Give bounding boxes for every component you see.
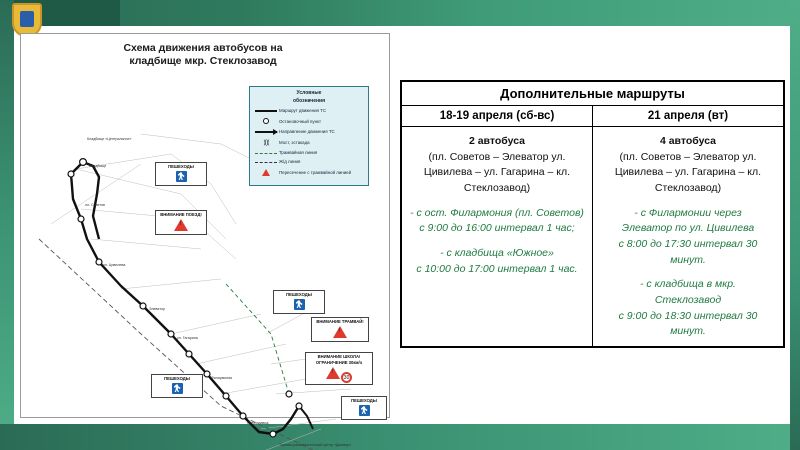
column-header-18-19-april: 18-19 апреля (сб-вс) <box>402 106 593 127</box>
sign-pedestrians-3 <box>151 374 203 398</box>
table-title-row <box>402 82 784 106</box>
legend-item-tram-crossing <box>253 169 365 180</box>
sign-warning-tram <box>311 317 369 342</box>
bottom-decorative-band <box>0 424 800 450</box>
route-line-2c: Стеклозавод) <box>654 182 722 195</box>
pedestrian-sign-icon <box>172 383 183 394</box>
legend-item-direction <box>253 129 365 137</box>
tram-line-icon <box>253 150 279 158</box>
sign-caption: ПЕШЕХОДЫ <box>164 376 190 381</box>
svg-text:Стеклозавод: Стеклозавод <box>247 421 269 425</box>
sign-caption-secondary: ОГРАНИЧЕНИЕ 30км/ч <box>315 359 363 365</box>
page-number: 4 <box>766 406 776 425</box>
railway-line-icon <box>253 159 279 167</box>
route-scheme-panel <box>20 33 390 447</box>
right-decorative-band <box>790 0 800 450</box>
sign-caption: ПЕШЕХОДЫ <box>168 164 194 169</box>
note-1b-line1: - с кладбища «Южное» <box>440 247 554 260</box>
sign-pedestrians-1 <box>155 162 207 186</box>
solid-line-icon <box>253 108 279 116</box>
route-line-1a: (пл. Советов – Элеватор ул. <box>428 150 566 163</box>
legend-item-label: Трамвайная линия <box>279 149 318 155</box>
sign-caption: ПЕШЕХОДЫ <box>286 292 312 297</box>
route-line-2a: (пл. Советов – Элеватор ул. <box>619 150 757 163</box>
sign-caption: ВНИМАНИЕ ШКОЛА! <box>317 354 361 359</box>
left-decorative-band <box>0 0 14 450</box>
table-title: Дополнительные маршруты <box>402 82 784 106</box>
legend-item-label: Направление движения ТС <box>279 129 335 135</box>
scheme-title-line2: кладбище мкр. Стеклозавод <box>129 55 277 68</box>
note-2a-line2: Элеватор по ул. Цивилева <box>621 222 755 235</box>
sign-school-speed-limit <box>305 352 373 385</box>
pedestrian-sign-icon <box>176 171 187 182</box>
legend-item-label: Остановочный пункт <box>279 118 322 124</box>
sign-caption: ВНИМАНИЕ ПОЕЗД! <box>160 212 202 217</box>
svg-text:ул. Цивилева: ул. Цивилева <box>103 263 126 267</box>
scheme-title-line1: Схема движения автобусов на <box>123 42 283 54</box>
legend-item-label: Мост, эстакада <box>279 139 310 145</box>
svg-text:Кладбище «Центральное»: Кладбище «Центральное» <box>87 137 132 141</box>
legend-item-label: Маршрут движения ТС <box>279 108 326 114</box>
svg-text:пл. Советов: пл. Советов <box>85 203 105 207</box>
buses-count-2: 4 автобуса <box>659 135 717 148</box>
route-line-1c: Стеклозавод) <box>463 182 531 195</box>
additional-routes-table <box>400 80 785 348</box>
note-2b-line4: минут. <box>670 325 706 338</box>
stop-point-icon <box>253 118 279 128</box>
legend-item-label: Пересечение с трамвайной линией <box>279 170 352 176</box>
sign-caption: ПЕШЕХОДЫ <box>351 398 377 403</box>
route-line-2b: Цивилева – ул. Гагарина – кл. <box>614 166 762 179</box>
warning-triangle-icon <box>174 219 188 231</box>
legend-item-railway <box>253 159 365 167</box>
note-2a-line4: минут. <box>670 253 706 266</box>
note-2b-line1: - с кладбища в мкр. <box>640 278 736 291</box>
legend-item-bridge <box>253 139 365 148</box>
sign-pedestrians-2 <box>273 290 325 314</box>
note-1a-line2: с 9:00 до 16:00 интервал 1 час; <box>419 222 575 235</box>
speed-limit-sign-icon: 30 <box>341 372 352 383</box>
tram-crossing-icon <box>253 169 279 180</box>
legend-item-stop <box>253 118 365 128</box>
legend-item-route <box>253 108 365 116</box>
svg-text:Торгово-развлекательный центр: Торгово-развлекательный центр «Джемир» <box>279 443 352 447</box>
note-2a-line3: с 8:00 до 17:30 интервал 30 <box>618 238 758 251</box>
svg-text:Филармония: Филармония <box>211 376 233 380</box>
note-1b-line2: с 10:00 до 17:00 интервал 1 час. <box>416 262 578 275</box>
map-legend <box>249 86 369 186</box>
svg-text:Элеватор: Элеватор <box>149 307 165 311</box>
sign-caption: ВНИМАНИЕ ТРАМВАЙ! <box>316 319 364 324</box>
legend-title <box>253 90 365 105</box>
table-body-row <box>402 127 784 347</box>
pedestrian-sign-icon <box>294 299 305 310</box>
note-2b-line2: Стеклозавод <box>654 293 722 306</box>
cell-21-april <box>593 127 784 347</box>
bridge-icon: )( )( <box>263 139 269 146</box>
svg-text:ул. Гагарина: ул. Гагарина <box>177 336 198 340</box>
sign-pedestrians-4 <box>341 396 387 420</box>
route-line-1b: Цивилева – ул. Гагарина – кл. <box>423 166 571 179</box>
note-2b-line3: с 9:00 до 18:30 интервал 30 <box>618 309 758 322</box>
legend-title-line1: Условные <box>296 90 322 96</box>
legend-item-tram <box>253 150 365 158</box>
table-header-row <box>402 106 784 127</box>
note-2a-line1: - с Филармонии через <box>634 206 742 219</box>
legend-item-label: Ж/д линия <box>279 159 301 165</box>
pedestrian-sign-icon <box>359 405 370 416</box>
arrow-icon <box>253 129 279 137</box>
top-decorative-band <box>0 0 800 26</box>
legend-title-line2: обозначения <box>293 97 325 104</box>
column-header-21-april: 21 апреля (вт) <box>593 106 784 127</box>
warning-triangle-icon <box>326 367 340 379</box>
note-1a-line1: - с ост. Филармония (пл. Советов) <box>410 206 584 219</box>
buses-count-1: 2 автобуса <box>468 135 526 148</box>
sign-warning-train <box>155 210 207 235</box>
svg-text:Кладбище: Кладбище <box>89 164 107 168</box>
cell-18-19-april <box>402 127 593 347</box>
warning-triangle-icon <box>333 326 347 338</box>
